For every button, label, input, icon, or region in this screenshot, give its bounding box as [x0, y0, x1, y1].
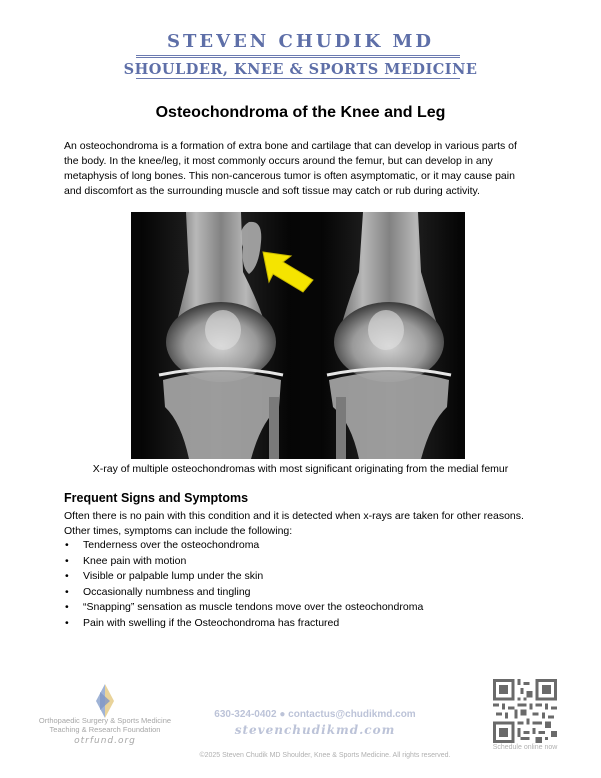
- bullet-icon: •: [65, 585, 69, 598]
- bullet-icon: •: [65, 554, 69, 567]
- practice-name: STEVEN CHUDIK MD: [166, 31, 435, 52]
- header-rule-top: [136, 55, 460, 56]
- list-item: • Knee pain with motion: [64, 554, 423, 570]
- bullet-icon: •: [65, 539, 69, 551]
- list-item: • “Snapping” sensation as muscle tendons move over the osteochondroma: [64, 600, 423, 616]
- section-intro: Often there is no pain with this condition and it is detected when x-rays are taken for other reasons. Other times, symptoms can include the following:: [64, 510, 524, 537]
- header-rule-bottom: [136, 78, 460, 79]
- contact-info[interactable]: 630-324-0402 ● contactus@chudikmd.com: [214, 709, 416, 720]
- bullet-icon: •: [65, 616, 69, 629]
- foundation-link[interactable]: otrfund.org: [74, 736, 136, 746]
- list-item: • Occasionally numbness and tingling: [64, 585, 423, 601]
- website-link[interactable]: stevenchudikmd.com: [234, 723, 396, 737]
- practice-subtitle: SHOULDER, KNEE & SPORTS MEDICINE: [123, 61, 478, 78]
- foundation-logo-icon: [86, 682, 124, 720]
- section-title: Frequent Signs and Symptoms: [64, 491, 249, 505]
- xray-illustration: [131, 212, 465, 459]
- header-rule-mid: [136, 57, 460, 58]
- qr-label: Schedule online now: [492, 744, 558, 751]
- copyright-text: ©2025 Steven Chudik MD Shoulder, Knee & Sports Medicine. All rights reserved.: [199, 752, 451, 759]
- intro-paragraph: An osteochondroma is a formation of extra bone and cartilage that can develop in various parts of the body. In the knee/leg, it most commonly occurs around the femur, but can develop in any metaphysis of long bones. This non-cancerous tumor is often asymptomatic, or it may cause pain and discomfort as the surrounding muscle and soft tissue may catch or rub during activity.: [64, 140, 517, 197]
- symptom-list: [64, 538, 423, 631]
- page-title: Osteochondroma of the Knee and Leg: [155, 104, 446, 121]
- foundation-name: Orthopaedic Surgery & Sports Medicine Teaching & Research Foundation: [38, 716, 172, 734]
- list-item: • Tenderness over the osteochondroma: [64, 538, 423, 554]
- list-item: • Pain with swelling if the Osteochondroma has fractured: [64, 616, 423, 632]
- bullet-icon: •: [65, 570, 69, 582]
- xray-image: [131, 212, 465, 459]
- qr-code-icon[interactable]: [493, 679, 557, 743]
- list-item: • Visible or palpable lump under the skin: [64, 569, 423, 585]
- figure-caption: X-ray of multiple osteochondromas with most significant originating from the medial femur: [92, 463, 509, 475]
- bullet-icon: •: [65, 601, 69, 613]
